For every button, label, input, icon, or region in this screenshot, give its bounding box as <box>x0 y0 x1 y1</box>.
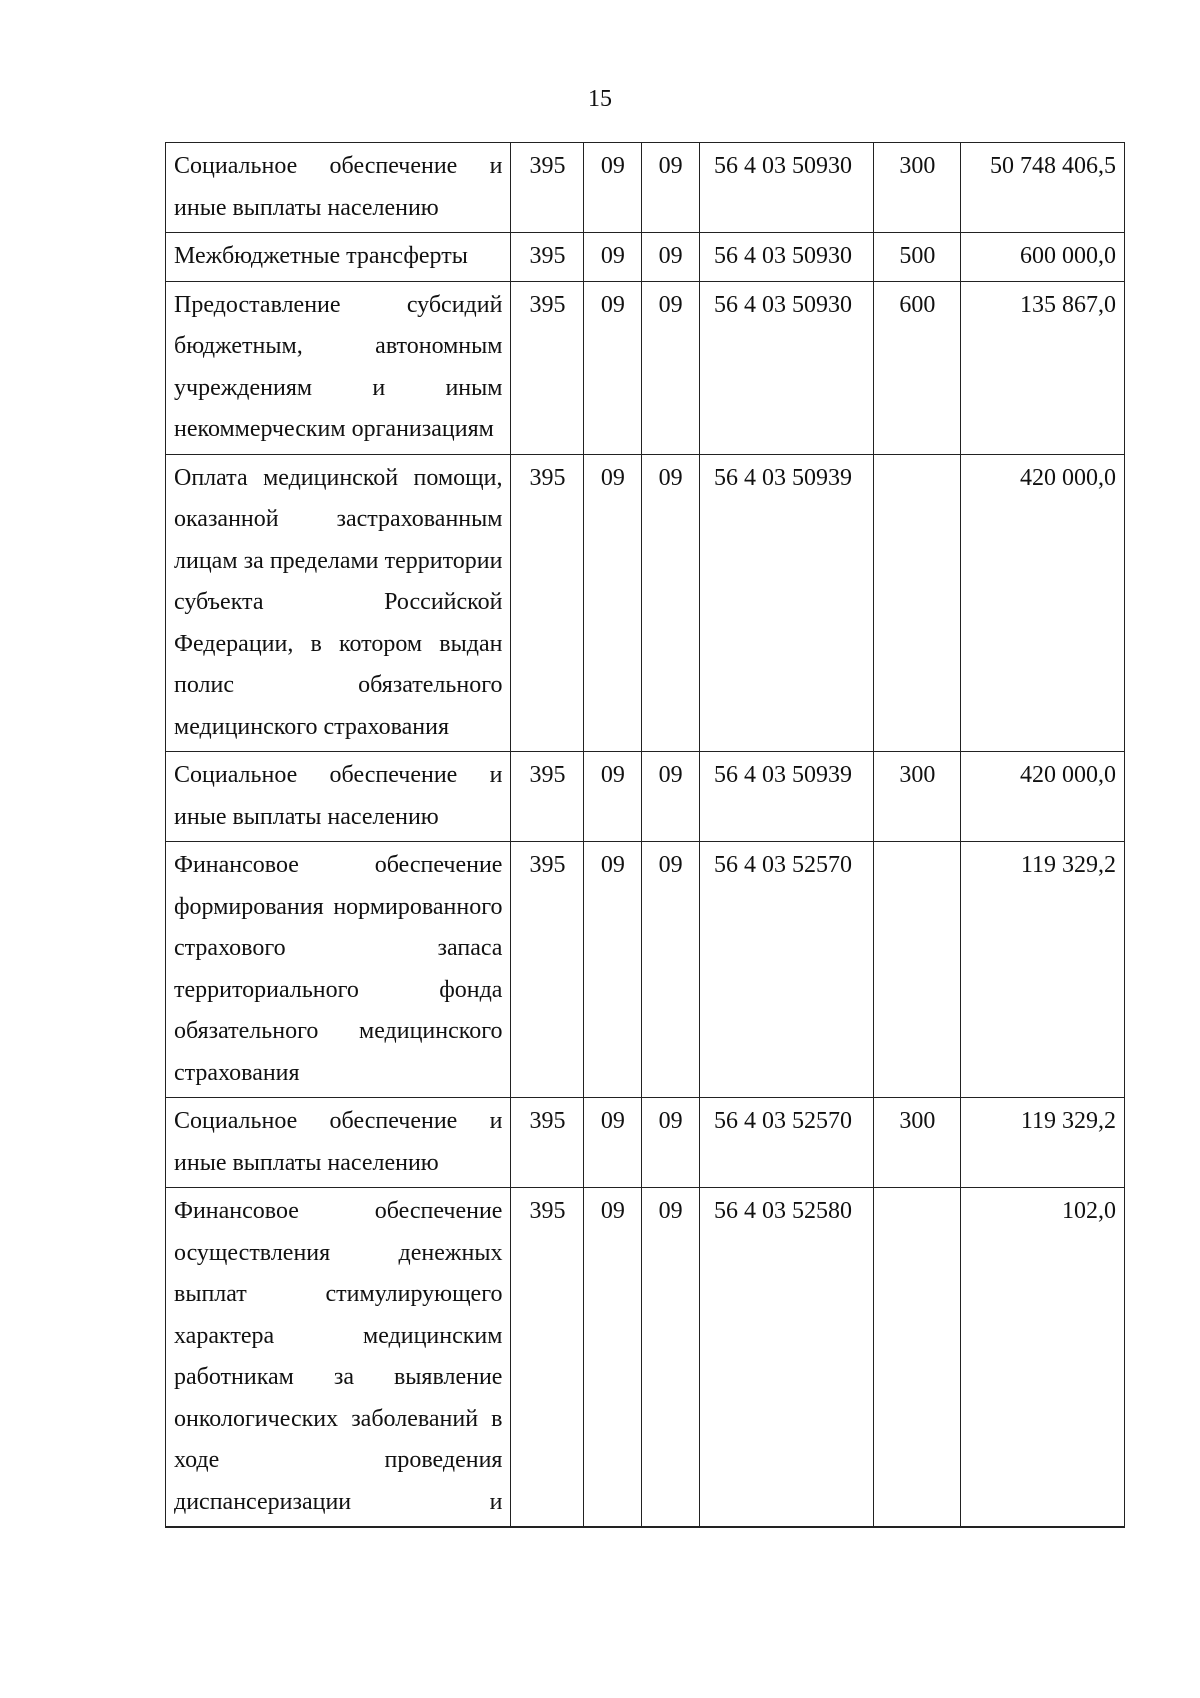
section-code-cell: 09 <box>584 281 642 454</box>
page-number: 15 <box>588 86 612 112</box>
expense-type-cell: 600 <box>874 281 961 454</box>
amount-cell: 119 329,2 <box>961 842 1125 1098</box>
subsection-code-cell: 09 <box>642 233 700 282</box>
subsection-code-cell: 09 <box>642 281 700 454</box>
subsection-code-cell: 09 <box>642 1098 700 1188</box>
expense-type-cell <box>874 454 961 752</box>
target-article-cell: 56 4 03 50930 <box>699 233 873 282</box>
amount-cell: 420 000,0 <box>961 752 1125 842</box>
expense-type-cell <box>874 842 961 1098</box>
ministry-code-cell: 395 <box>511 842 584 1098</box>
ministry-code-cell: 395 <box>511 752 584 842</box>
subsection-code-cell: 09 <box>642 1188 700 1528</box>
subsection-code-cell: 09 <box>642 143 700 233</box>
expense-name-cell: Межбюджетные трансферты <box>166 233 511 282</box>
budget-table <box>165 142 1125 1528</box>
table-row <box>166 842 1125 1098</box>
amount-cell: 420 000,0 <box>961 454 1125 752</box>
expense-name-cell: Социальное обеспечение и иные выплаты населению <box>166 143 511 233</box>
table-row <box>166 1098 1125 1188</box>
target-article-cell: 56 4 03 52570 <box>699 842 873 1098</box>
ministry-code-cell: 395 <box>511 454 584 752</box>
amount-cell: 119 329,2 <box>961 1098 1125 1188</box>
target-article-cell: 56 4 03 52580 <box>699 1188 873 1528</box>
table-row <box>166 281 1125 454</box>
ministry-code-cell: 395 <box>511 233 584 282</box>
section-code-cell: 09 <box>584 454 642 752</box>
expense-name-cell: Оплата медицинской помощи, оказанной застрахованным лицам за пределами территории субъекта Российской Федерации, в котором выдан полис обязательного медицинского страхования <box>166 454 511 752</box>
table-row <box>166 143 1125 233</box>
section-code-cell: 09 <box>584 842 642 1098</box>
expense-type-cell: 300 <box>874 143 961 233</box>
expense-type-cell: 500 <box>874 233 961 282</box>
target-article-cell: 56 4 03 50930 <box>699 281 873 454</box>
section-code-cell: 09 <box>584 1188 642 1528</box>
ministry-code-cell: 395 <box>511 1098 584 1188</box>
amount-cell: 50 748 406,5 <box>961 143 1125 233</box>
subsection-code-cell: 09 <box>642 454 700 752</box>
target-article-cell: 56 4 03 50939 <box>699 752 873 842</box>
expense-name-cell: Социальное обеспечение и иные выплаты населению <box>166 1098 511 1188</box>
expense-name-cell: Финансовое обеспечение формирования нормированного страхового запаса территориального фонда обязательного медицинского страхования <box>166 842 511 1098</box>
subsection-code-cell: 09 <box>642 842 700 1098</box>
ministry-code-cell: 395 <box>511 1188 584 1528</box>
subsection-code-cell: 09 <box>642 752 700 842</box>
ministry-code-cell: 395 <box>511 143 584 233</box>
expense-name-cell: Финансовое обеспечение осуществления денежных выплат стимулирующего характера медицинским работникам за выявление онкологических заболеваний в ходе проведения диспансеризации и <box>166 1188 511 1528</box>
table-row <box>166 1188 1125 1528</box>
expense-type-cell: 300 <box>874 752 961 842</box>
expense-name-cell: Предоставление субсидий бюджетным, автономным учреждениям и иным некоммерческим организациям <box>166 281 511 454</box>
amount-cell: 135 867,0 <box>961 281 1125 454</box>
target-article-cell: 56 4 03 50930 <box>699 143 873 233</box>
expense-name-cell: Социальное обеспечение и иные выплаты населению <box>166 752 511 842</box>
section-code-cell: 09 <box>584 1098 642 1188</box>
expense-type-cell: 300 <box>874 1098 961 1188</box>
section-code-cell: 09 <box>584 752 642 842</box>
target-article-cell: 56 4 03 50939 <box>699 454 873 752</box>
section-code-cell: 09 <box>584 233 642 282</box>
table-row <box>166 233 1125 282</box>
table-row <box>166 752 1125 842</box>
ministry-code-cell: 395 <box>511 281 584 454</box>
amount-cell: 102,0 <box>961 1188 1125 1528</box>
section-code-cell: 09 <box>584 143 642 233</box>
table-row <box>166 454 1125 752</box>
amount-cell: 600 000,0 <box>961 233 1125 282</box>
target-article-cell: 56 4 03 52570 <box>699 1098 873 1188</box>
expense-type-cell <box>874 1188 961 1528</box>
